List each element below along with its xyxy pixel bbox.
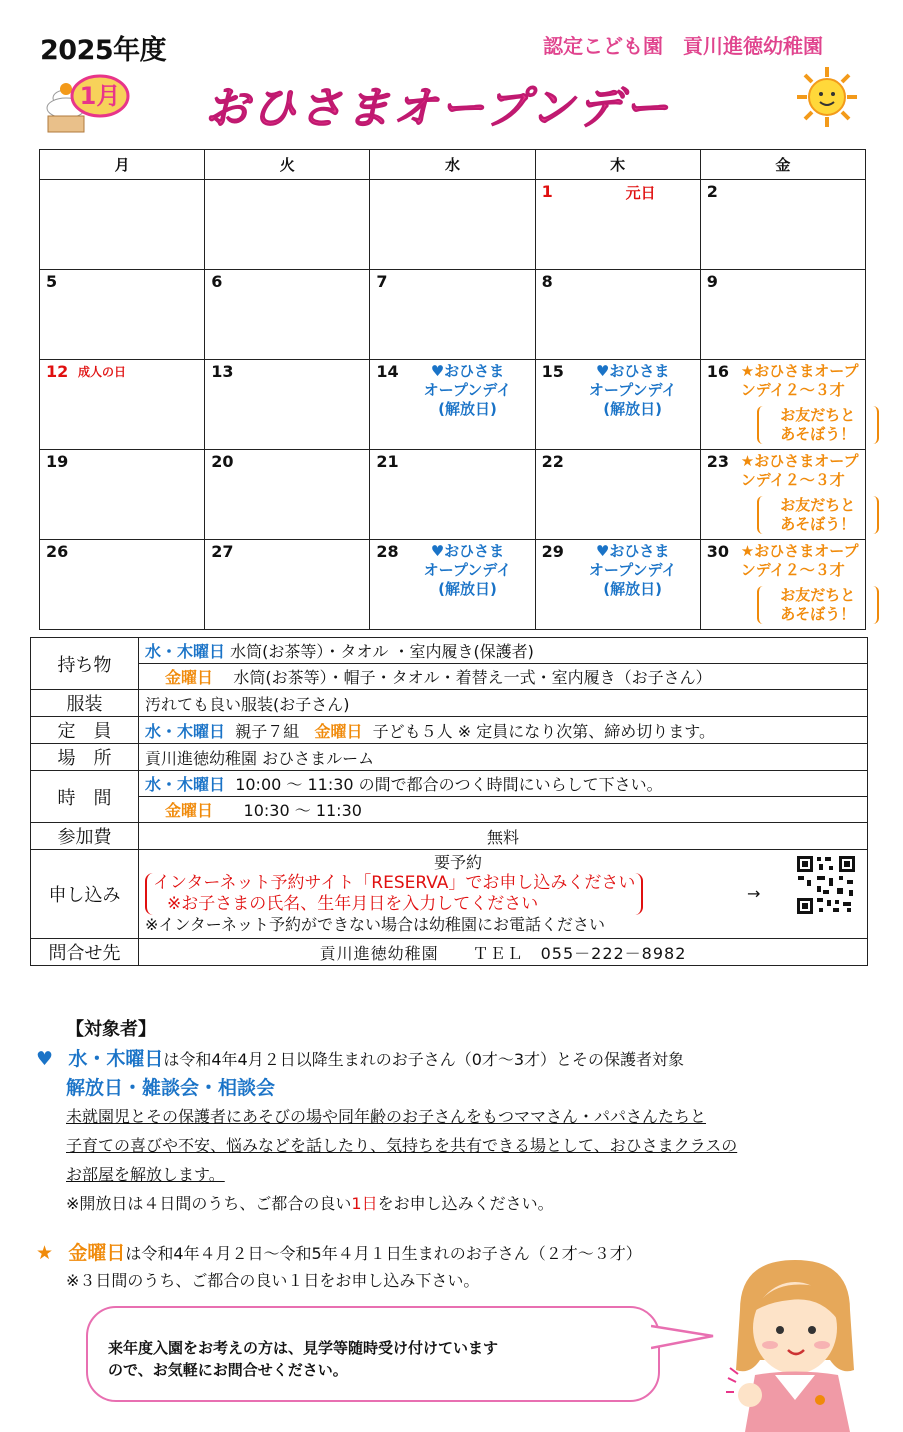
event-friday-open-day <box>741 542 861 624</box>
moshikomi-bracket <box>145 873 643 915</box>
qr-code-icon[interactable] <box>795 854 857 916</box>
day-label: 金曜日 <box>165 801 214 820</box>
fiscal-year: 2025年度 <box>40 35 167 66</box>
fukuso-text: 汚れても良い服装(お子さん) <box>139 690 868 717</box>
event-line: ★おひさまオープンデイ２～３才 <box>740 542 859 579</box>
wedthu-sub: 解放日・雑談会・相談会 <box>66 1077 276 1099</box>
event-line: あそぼう！ <box>780 515 856 533</box>
event-open-day <box>406 542 528 599</box>
day-number: 30 <box>706 542 730 561</box>
bubble-text <box>108 1337 498 1381</box>
event-line: あそぼう！ <box>780 425 856 443</box>
moshikomi-red-2: ※お子さまの氏名、生年月日を入力してください <box>167 894 539 914</box>
calendar-day-cell <box>535 540 700 630</box>
desc-line-3: お部屋を解放します。 <box>66 1165 225 1184</box>
wedthu-day: 水・木曜日 <box>68 1048 164 1070</box>
day-number: 21 <box>376 452 399 471</box>
day-label: 水・木曜日 <box>145 775 226 794</box>
event-line: お友だちと <box>780 496 856 514</box>
calendar-week <box>40 180 866 270</box>
day-number: 20 <box>211 452 234 471</box>
calendar-day-cell <box>370 540 535 630</box>
wedthu-line <box>36 1044 684 1071</box>
month-badge <box>70 70 134 118</box>
day-number: 12 <box>46 362 69 381</box>
calendar-day-cell <box>700 180 865 270</box>
day-number: 16 <box>706 362 730 381</box>
day-number: 19 <box>46 452 69 471</box>
weekday-thu: 木 <box>535 150 700 180</box>
event-line: (解放日) <box>603 400 663 418</box>
teiin-text-2: 子ども５人 ※ 定員になり次第、締め切ります。 <box>372 721 715 741</box>
calendar-day-cell <box>370 450 535 540</box>
day-number: 13 <box>211 362 234 381</box>
weekday-mon: 月 <box>40 150 205 180</box>
day-number: 26 <box>46 542 69 561</box>
fri-day: 金曜日 <box>68 1242 126 1264</box>
day-number: 5 <box>46 272 58 291</box>
calendar-day-cell <box>40 540 205 630</box>
calendar-day-cell <box>40 360 205 450</box>
event-line: ★おひさまオープンデイ２～３才 <box>740 452 859 489</box>
calendar-day-cell <box>535 360 700 450</box>
calendar-week <box>40 540 866 630</box>
calendar-week <box>40 450 866 540</box>
calendar-day-cell <box>205 360 370 450</box>
sun-icon <box>795 65 859 129</box>
day-number: 8 <box>541 272 553 291</box>
day-label: 金曜日 <box>314 721 363 741</box>
basho-text: 貢川進徳幼稚園 おひさまルーム <box>139 744 868 771</box>
school-name: 認定こども園 貢川進徳幼稚園 <box>543 34 823 58</box>
desc-line-1: 未就園児とその保護者にあそびの場や同年齢のお子さんをもつママさん・パパさんたちと <box>66 1107 707 1126</box>
event-line: (解放日) <box>438 400 497 418</box>
weekday-wed: 水 <box>370 150 535 180</box>
day-number: 15 <box>541 362 564 381</box>
event-line: ★おひさまオープンデイ２～３才 <box>740 362 859 399</box>
calendar-day-cell <box>40 180 205 270</box>
calendar-day-cell <box>535 180 700 270</box>
event-bracket <box>757 406 879 444</box>
day-number: 14 <box>376 362 399 381</box>
calendar-day-cell <box>700 360 865 450</box>
label-mochimono: 持ち物 <box>31 638 139 690</box>
day-number: 7 <box>376 272 388 291</box>
month-badge-text: 1月 <box>79 82 121 110</box>
event-line: ♥おひさま <box>430 362 505 380</box>
note-line-1 <box>66 1191 554 1214</box>
event-line: オープンデイ <box>423 381 512 399</box>
event-line: (解放日) <box>438 580 497 598</box>
event-open-day <box>406 362 528 419</box>
event-line: ♥おひさま <box>595 542 670 560</box>
event-line: (解放日) <box>603 580 663 598</box>
day-number: 6 <box>211 272 223 291</box>
event-open-day <box>572 362 694 419</box>
page-title: おひさまオープンデー <box>205 83 672 134</box>
day-number: 23 <box>706 452 730 471</box>
event-line: ♥おひさま <box>430 542 505 560</box>
weekday-tue: 火 <box>205 150 370 180</box>
calendar-day-cell <box>535 450 700 540</box>
sankahi-text: 無料 <box>139 823 868 850</box>
calendar-day-cell <box>205 450 370 540</box>
calendar-day-cell <box>40 270 205 360</box>
holiday-label: 成人の日 <box>78 365 127 379</box>
label-fukuso: 服装 <box>31 690 139 717</box>
event-line: お友だちと <box>780 406 856 424</box>
event-line: お友だちと <box>780 586 856 604</box>
label-moshikomi: 申し込み <box>31 850 139 939</box>
label-teiin: 定 員 <box>31 717 139 744</box>
calendar-day-cell <box>370 180 535 270</box>
jikan-text-1: 10:00 ～ 11:30 の間で都合のつく時間にいらして下さい。 <box>235 775 663 794</box>
label-sankahi: 参加費 <box>31 823 139 850</box>
day-label: 金曜日 <box>165 668 214 687</box>
mochimono-row-1 <box>139 638 868 664</box>
girl-illustration <box>720 1250 870 1432</box>
weekday-fri: 金 <box>700 150 865 180</box>
day-number: 28 <box>376 542 399 561</box>
calendar-day-cell <box>370 270 535 360</box>
event-line: あそぼう！ <box>780 605 856 623</box>
event-friday-open-day <box>741 452 861 534</box>
day-label: 水・木曜日 <box>145 721 226 741</box>
event-friday-open-day <box>741 362 861 444</box>
arrow-icon: → <box>747 884 761 903</box>
moshikomi-red-1: インターネット予約サイト「RESERVA」でお申し込みください <box>153 873 636 893</box>
toiawase-text: 貢川進徳幼稚園 ＴＥＬ 055－222－8982 <box>139 939 868 966</box>
calendar-day-cell <box>40 450 205 540</box>
note-1-post: をお申し込みください。 <box>377 1194 554 1213</box>
heart-icon: ♥ <box>36 1048 54 1070</box>
event-line: ♥おひさま <box>595 362 670 380</box>
info-table <box>30 637 868 966</box>
jikan-row-2 <box>139 797 868 823</box>
calendar-week <box>40 360 866 450</box>
jikan-text-2: 10:30 ～ 11:30 <box>243 801 362 820</box>
day-number: 1 <box>541 182 553 201</box>
event-bracket <box>757 586 879 624</box>
calendar-body <box>40 180 866 630</box>
label-toiawase: 問合せ先 <box>31 939 139 966</box>
moshikomi-cell <box>139 850 868 939</box>
note-1-pre: ※開放日は４日間のうち、ご都合の良い <box>66 1194 352 1213</box>
event-line: オープンデイ <box>423 561 512 579</box>
event-bracket <box>757 496 879 534</box>
event-line: オープンデイ <box>588 381 677 399</box>
fri-line <box>36 1238 642 1265</box>
note-line-2: ※３日間のうち、ご都合の良い１日をお申し込み下さい。 <box>66 1271 480 1290</box>
day-number: 22 <box>541 452 564 471</box>
wedthu-text: は令和4年4月２日以降生まれのお子さん（0才～3才）とその保護者対象 <box>163 1050 685 1069</box>
moshikomi-head: 要予約 <box>433 853 482 872</box>
day-number: 27 <box>211 542 234 561</box>
star-icon: ★ <box>36 1242 54 1264</box>
day-label: 水・木曜日 <box>145 642 226 661</box>
day-number: 9 <box>706 272 718 291</box>
moshikomi-note: ※インターネット予約ができない場合は幼稚園にお電話ください <box>145 915 605 934</box>
note-1-red: 1日 <box>351 1194 378 1213</box>
calendar-day-cell <box>205 540 370 630</box>
fri-text: は令和4年４月２日～令和5年４月１日生まれのお子さん（２才～３才） <box>125 1244 642 1263</box>
teiin-row <box>139 717 868 744</box>
mochimono-row-2 <box>139 664 868 690</box>
bubble-tail <box>651 1322 715 1352</box>
calendar-day-cell <box>700 540 865 630</box>
target-heading: 【対象者】 <box>66 1019 156 1040</box>
calendar-day-cell <box>700 270 865 360</box>
mochimono-text-1: 水筒(お茶等）・タオル ・室内履き(保護者) <box>230 642 534 661</box>
event-line: オープンデイ <box>588 561 677 579</box>
event-open-day <box>572 542 694 599</box>
calendar-week <box>40 270 866 360</box>
desc-line-2: 子育ての喜びや不安、悩みなどを話したり、気持ちを共有できる場として、おひさまクラスの <box>66 1136 738 1155</box>
calendar-day-cell <box>205 180 370 270</box>
bubble-line-1: 来年度入園をお考えの方は、見学等随時受け付けています <box>108 1339 499 1357</box>
calendar-day-cell <box>205 270 370 360</box>
calendar-day-cell <box>370 360 535 450</box>
calendar-table <box>39 149 866 630</box>
calendar-day-cell <box>535 270 700 360</box>
jikan-row-1 <box>139 771 868 797</box>
label-jikan: 時 間 <box>31 771 139 823</box>
bubble-line-2: ので、お気軽にお問合せください。 <box>108 1361 348 1379</box>
calendar-day-cell <box>700 450 865 540</box>
holiday-label: 元日 <box>625 184 656 202</box>
day-number: 29 <box>541 542 564 561</box>
day-number: 2 <box>706 182 718 201</box>
mochimono-text-2: 水筒(お茶等）・帽子・タオル・着替え一式・室内履き（お子さん） <box>233 668 712 687</box>
label-basho: 場 所 <box>31 744 139 771</box>
teiin-text-1: 親子７組 <box>235 721 300 741</box>
